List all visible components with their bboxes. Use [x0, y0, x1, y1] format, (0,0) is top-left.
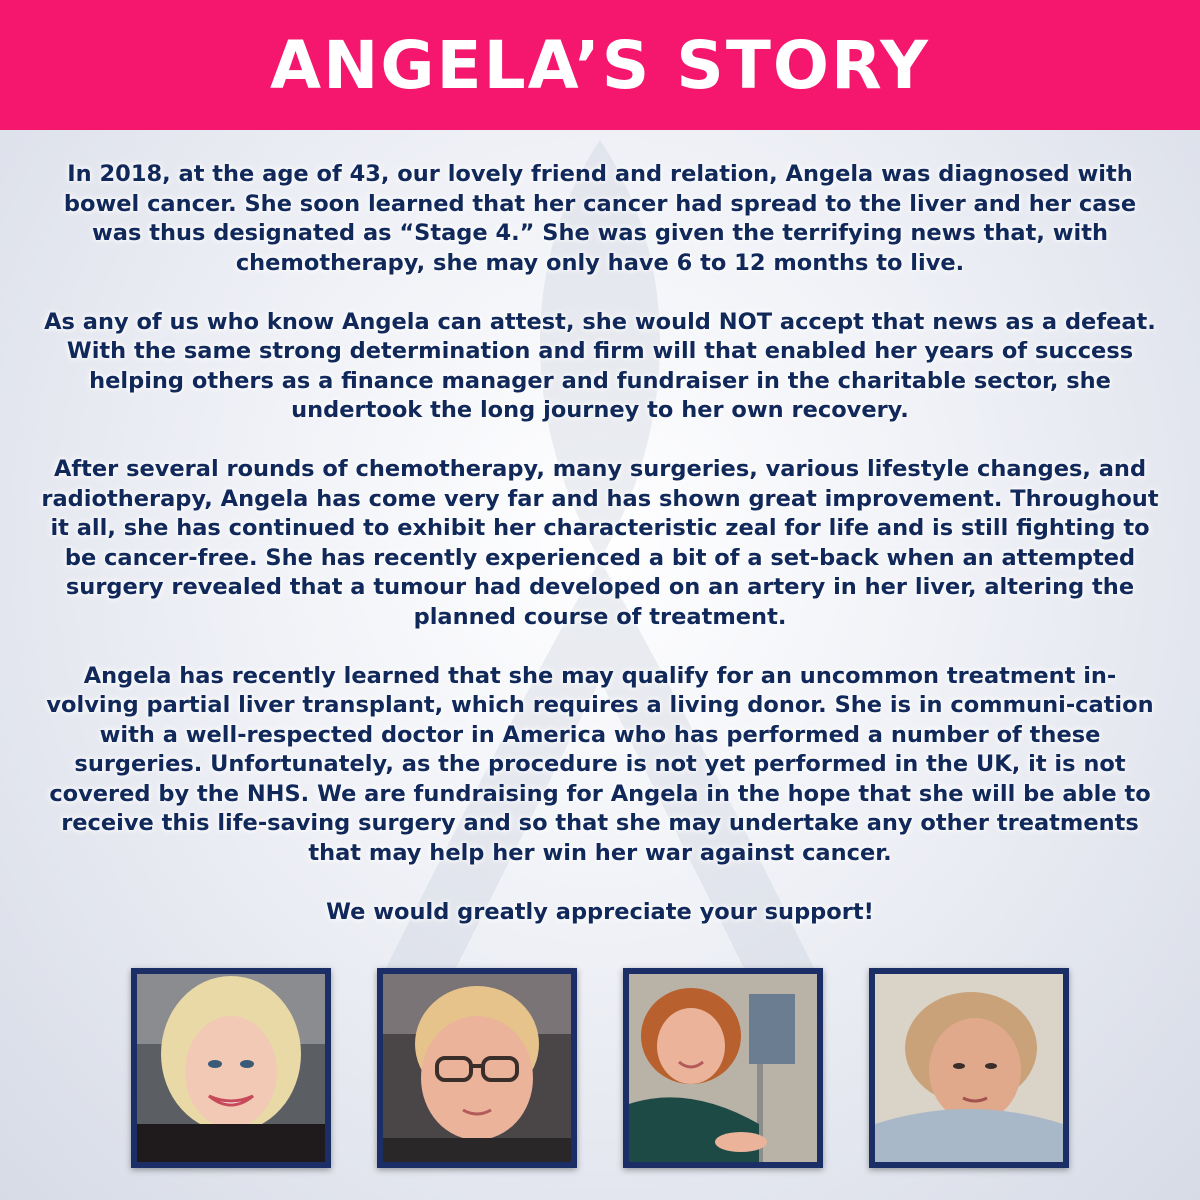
photo-2 — [377, 968, 577, 1168]
story-paragraph-2: As any of us who know Angela can attest, she would NOT accept that news as a defeat. With the same strong determination and firm will that enabled her years of success helping others as a finance manager and fundraiser in the charitable sector, she undertook the long journey to her own recovery. — [44, 308, 1156, 423]
photo-1 — [131, 968, 331, 1168]
portrait-photo-3 — [629, 974, 817, 1162]
story-paragraph-3: After several rounds of chemotherapy, many surgeries, various lifestyle changes, and radiotherapy, Angela has come very far and has shown great improvement. Throughout it all, she has continued to exhibit her characteristic zeal for life and is still fighting to be cancer-free. She has recently experienced a bit of a set-back when an attempted surgery revealed that a tumour had developed on an artery in her liver, altering the planned course of treatment. — [41, 456, 1159, 630]
portrait-photo-1 — [137, 974, 325, 1162]
photo-3 — [623, 968, 823, 1168]
page-title: ANGELA’S STORY — [270, 26, 930, 104]
story-paragraph-4: Angela has recently learned that she may qualify for an uncommon treatment in-volving partial liver transplant, which requires a living donor. She is in communi-cation with a well-respected doctor in America who has performed a number of these surgeries. Unfortunately, as the procedure is not yet performed in the UK, it is not covered by the NHS. We are fundraising for Angela in the hope that she will be able to receive this life-saving surgery and so that she may undertake any other treatments that may help her win her war against cancer. — [46, 662, 1154, 866]
story-text — [40, 160, 1160, 957]
photo-gallery — [131, 968, 1069, 1168]
portrait-photo-2 — [383, 974, 571, 1162]
title-banner — [0, 0, 1200, 130]
story-paragraph-1: In 2018, at the age of 43, our lovely friend and relation, Angela was diagnosed with bowel cancer. She soon learned that her cancer had spread to the liver and her case was thus designated as “Stage 4.” She was given the terrifying news that, with chemotherapy, she may only have 6 to 12 months to live. — [63, 161, 1137, 276]
closing-line: We would greatly appreciate your support! — [326, 898, 874, 925]
portrait-photo-4 — [875, 974, 1063, 1162]
photo-4 — [869, 968, 1069, 1168]
